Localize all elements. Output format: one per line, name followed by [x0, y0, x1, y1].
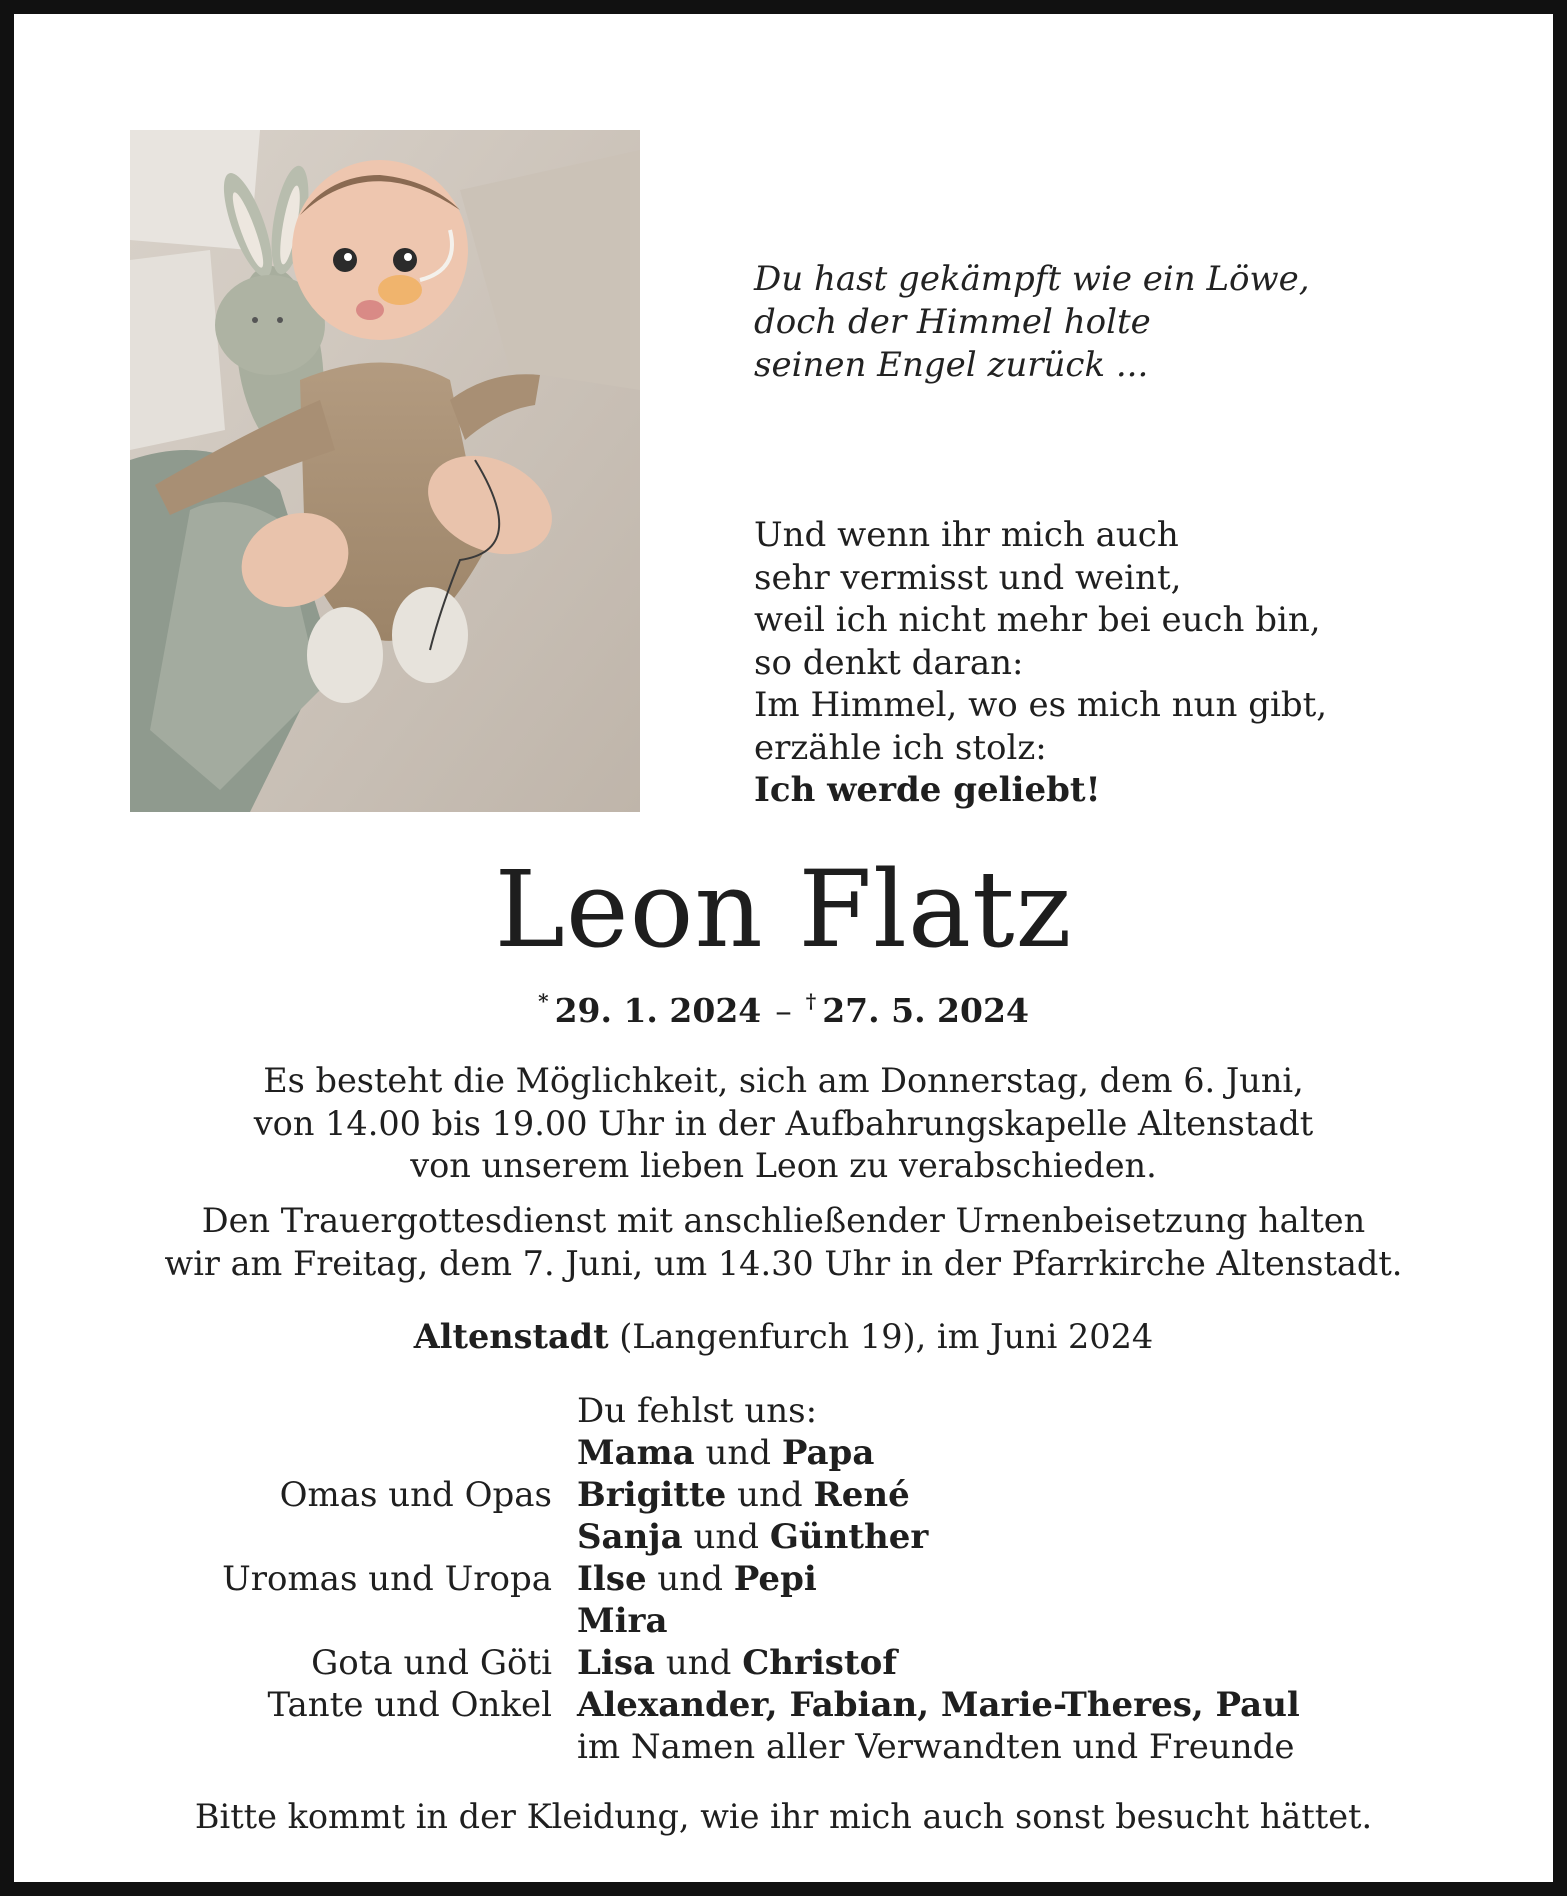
place-detail: (Langenfurch 19), im Juni 2024 — [619, 1317, 1154, 1356]
family-row — [0, 1432, 1567, 1474]
poem-intro-line: Du hast gekämpft wie ein Löwe, — [754, 259, 1310, 299]
family-row — [0, 1600, 1567, 1642]
poem-main-line: Und wenn ihr mich auch — [754, 515, 1179, 555]
conjunction: und — [665, 1643, 732, 1683]
poem-emphasis: Ich werde geliebt! — [754, 770, 1101, 810]
family-row — [0, 1474, 1567, 1516]
birth-date: 29. 1. 2024 — [554, 991, 762, 1030]
parent-name: Papa — [781, 1433, 875, 1473]
farewell-line: Es besteht die Möglichkeit, sich am Donnerstag, dem 6. Juni, — [263, 1061, 1304, 1100]
godparents — [577, 1642, 897, 1684]
conjunction: und — [657, 1559, 723, 1599]
poem-intro-line: seinen Engel zurück ... — [754, 345, 1149, 385]
poem-main-line: weil ich nicht mehr bei euch bin, — [754, 600, 1321, 640]
date-separator: – — [775, 991, 792, 1030]
relative-name: Christof — [742, 1643, 897, 1683]
relatives-line: im Namen aller Verwandten und Freunde — [577, 1727, 1295, 1767]
relative-name: Ilse — [577, 1559, 647, 1599]
grandparents-1 — [577, 1474, 910, 1516]
relative-name: Lisa — [577, 1643, 655, 1683]
relative-name: Sanja — [577, 1517, 683, 1557]
family-row — [0, 1558, 1567, 1600]
relative-name: Günther — [769, 1517, 929, 1557]
conjunction: und — [737, 1475, 803, 1515]
farewell-line: von unserem lieben Leon zu verabschieden. — [410, 1146, 1157, 1185]
godparents-label: Gota und Göti — [311, 1643, 552, 1683]
conjunction: und — [693, 1517, 760, 1557]
place-name: Altenstadt — [413, 1317, 609, 1356]
family-row — [0, 1390, 1567, 1432]
poem-main — [754, 514, 1327, 812]
aunts-uncles: Alexander, Fabian, Marie-Theres, Paul — [577, 1685, 1300, 1725]
aunts-uncles-label: Tante und Onkel — [267, 1685, 552, 1725]
farewell-line: von 14.00 bis 19.00 Uhr in der Aufbahrungskapelle Altenstadt — [253, 1103, 1314, 1143]
service-line: Den Trauergottesdienst mit anschließender Urnenbeisetzung halten — [201, 1201, 1366, 1240]
service-line: wir am Freitag, dem 7. Juni, um 14.30 Uhr in der Pfarrkirche Altenstadt. — [164, 1243, 1403, 1283]
grandparents-2 — [577, 1516, 928, 1558]
parents — [577, 1432, 874, 1474]
service-paragraph — [0, 1200, 1567, 1285]
great-grandparents-2: Mira — [577, 1601, 668, 1641]
closing-line: Bitte kommt in der Kleidung, wie ihr mich auch sonst besucht hättet. — [194, 1797, 1373, 1836]
poem-main-line: erzähle ich stolz: — [754, 727, 1047, 768]
baby-photo-icon — [130, 130, 640, 812]
poem-main-line: Im Himmel, wo es mich nun gibt, — [754, 685, 1328, 725]
family-intro: Du fehlst uns: — [577, 1391, 818, 1431]
conjunction: und — [705, 1433, 772, 1473]
poem-main-line: sehr vermisst und weint, — [754, 557, 1182, 598]
farewell-paragraph — [0, 1060, 1567, 1188]
life-dates — [0, 978, 1567, 1034]
death-date: 27. 5. 2024 — [822, 991, 1029, 1030]
family-list — [0, 1390, 1567, 1768]
relative-name: Pepi — [733, 1559, 817, 1599]
place-line — [0, 1316, 1567, 1359]
family-row — [0, 1516, 1567, 1558]
great-grandparents-1 — [577, 1558, 817, 1600]
great-grandparents-label: Uromas und Uropa — [222, 1559, 552, 1599]
birth-symbol: * — [538, 989, 549, 1013]
relative-name: Brigitte — [577, 1475, 727, 1515]
relative-name: René — [813, 1475, 910, 1515]
baby-photo — [130, 130, 640, 812]
family-row — [0, 1726, 1567, 1768]
family-row — [0, 1684, 1567, 1726]
grandparents-label: Omas und Opas — [279, 1475, 552, 1515]
poem-intro-line: doch der Himmel holte — [754, 302, 1151, 342]
death-symbol: † — [805, 989, 817, 1013]
family-row — [0, 1642, 1567, 1684]
poem-intro — [754, 258, 1310, 387]
deceased-name: Leon Flatz — [494, 848, 1073, 971]
parent-name: Mama — [577, 1433, 695, 1473]
poem-main-line: so denkt daran: — [754, 642, 1024, 683]
